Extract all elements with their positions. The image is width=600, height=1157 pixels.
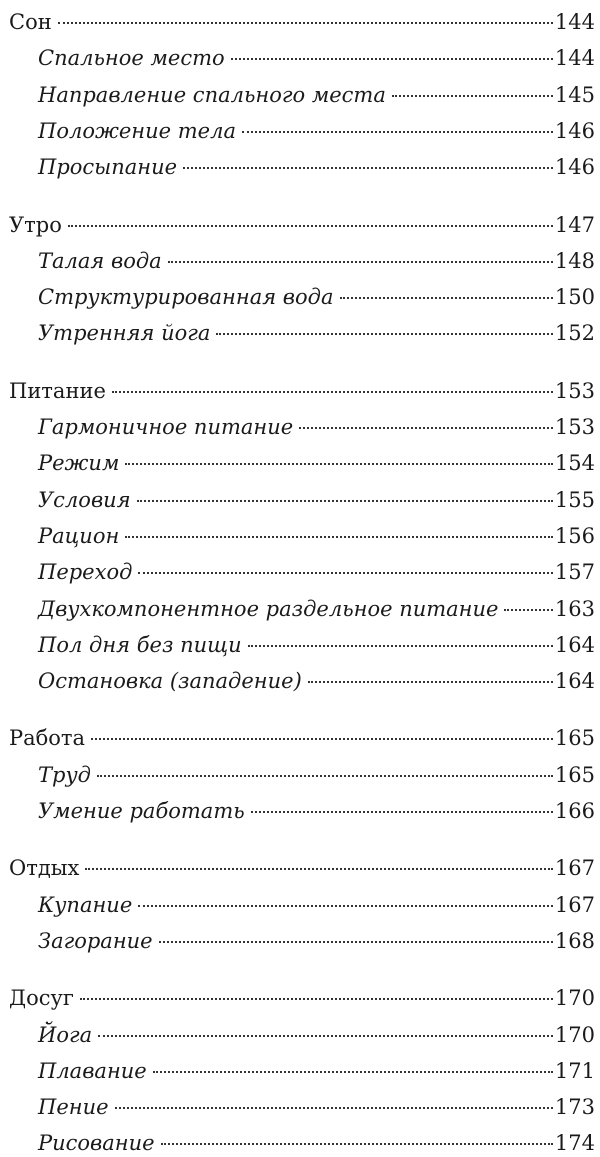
toc-subsection-row [38, 1129, 595, 1157]
subsection-title: Гармоничное питание [38, 415, 294, 439]
page-number: 165 [554, 726, 595, 751]
page-number: 170 [554, 986, 595, 1011]
table-of-contents [0, 8, 600, 1156]
subsection-title: Рисование [38, 1131, 155, 1156]
page-number: 167 [554, 856, 595, 881]
subsection-title: Талая вода [38, 248, 162, 273]
subsection-title: Труд [38, 762, 91, 787]
page-number: 148 [554, 248, 595, 273]
dot-leader [125, 463, 553, 465]
toc-subsection-row [38, 1057, 595, 1085]
page-number: 144 [554, 10, 595, 34]
section-title: Работа [9, 726, 86, 751]
dot-leader [80, 998, 553, 1000]
dot-leader [248, 645, 553, 647]
page-number: 165 [554, 762, 595, 787]
toc-subsection-row [38, 319, 595, 347]
dot-leader [137, 500, 553, 502]
dot-leader [138, 572, 552, 574]
page-number: 156 [554, 523, 595, 548]
toc-subsection-row [38, 413, 595, 441]
page-number: 167 [554, 892, 595, 917]
page-number: 147 [554, 212, 595, 237]
subsection-title: Спальное место [38, 46, 225, 71]
toc-subsection-row [38, 44, 595, 72]
dot-leader [299, 427, 553, 429]
subsection-title: Утренняя йога [38, 321, 211, 346]
toc-subsection-row [38, 761, 595, 789]
page-number: 153 [554, 415, 595, 439]
subsection-title: Пение [38, 1095, 109, 1120]
dot-leader [125, 536, 553, 538]
page-number: 164 [554, 669, 595, 694]
dot-leader [168, 261, 553, 263]
dot-leader [91, 738, 553, 740]
section-title: Сон [9, 10, 52, 34]
subsection-title: Двухкомпонентное раздельное питание [38, 596, 499, 621]
toc-subsection-row [38, 283, 595, 311]
subsection-title: Пол дня без пищи [38, 632, 242, 657]
toc-section-row [9, 724, 595, 752]
subsection-title: Купание [38, 892, 133, 917]
dot-leader [231, 58, 553, 60]
subsection-title: Загорание [38, 928, 153, 953]
page-number: 150 [554, 285, 595, 310]
page-number: 171 [554, 1058, 595, 1083]
toc-subsection-row [38, 247, 595, 275]
dot-leader [392, 95, 553, 97]
toc-subsection-row [38, 927, 595, 955]
toc-section-row [9, 211, 595, 239]
page-number: 144 [554, 46, 595, 71]
page-number: 163 [554, 596, 595, 621]
toc-subsection-row [38, 486, 595, 514]
dot-leader [161, 1143, 553, 1145]
dot-leader [68, 225, 553, 227]
page-number: 173 [554, 1095, 595, 1120]
section-title: Утро [9, 212, 62, 237]
subsection-title: Йога [38, 1022, 93, 1047]
page-number: 146 [554, 118, 595, 143]
page-number: 153 [554, 378, 595, 403]
page-number: 157 [554, 560, 595, 585]
toc-subsection-row [38, 631, 595, 659]
toc-subsection-row [38, 1021, 595, 1049]
toc-section-row [9, 984, 595, 1012]
toc-subsection-row [38, 522, 595, 550]
dot-leader [97, 775, 553, 777]
subsection-title: Переход [38, 560, 133, 585]
page-number: 145 [554, 82, 595, 107]
page-number: 164 [554, 632, 595, 657]
toc-section-row [9, 377, 595, 405]
dot-leader [308, 681, 553, 683]
toc-section-row [9, 8, 595, 36]
subsection-title: Положение тела [38, 118, 236, 143]
toc-subsection-row [38, 1093, 595, 1121]
dot-leader [153, 1071, 553, 1073]
dot-leader [251, 811, 553, 813]
toc-subsection-row [38, 891, 595, 919]
subsection-title: Структурированная вода [38, 285, 334, 310]
subsection-title: Умение работать [38, 799, 245, 823]
toc-subsection-row [38, 558, 595, 586]
page-number: 174 [554, 1131, 595, 1156]
dot-leader [85, 868, 553, 870]
dot-leader [115, 1107, 553, 1109]
subsection-title: Просыпание [38, 155, 178, 180]
subsection-title: Условия [38, 487, 131, 512]
subsection-title: Рацион [38, 523, 120, 548]
toc-subsection-row [38, 117, 595, 145]
subsection-title: Плавание [38, 1058, 147, 1083]
dot-leader [112, 391, 553, 393]
section-title: Питание [9, 378, 106, 403]
page-number: 155 [554, 487, 595, 512]
subsection-title: Режим [38, 451, 120, 476]
toc-section-row [9, 854, 595, 882]
subsection-title: Остановка (западение) [38, 669, 302, 694]
toc-subsection-row [38, 595, 595, 623]
dot-leader [98, 1035, 553, 1037]
toc-subsection-row [38, 153, 595, 181]
page-number: 170 [554, 1022, 595, 1047]
toc-subsection-row [38, 81, 595, 109]
toc-subsection-row [38, 449, 595, 477]
page-number: 166 [554, 799, 595, 823]
subsection-title: Направление спального места [38, 82, 386, 107]
toc-subsection-row [38, 667, 595, 695]
dot-leader [58, 22, 553, 24]
dot-leader [159, 941, 553, 943]
page-number: 168 [554, 928, 595, 953]
toc-subsection-row [38, 797, 595, 825]
section-title: Досуг [9, 986, 74, 1011]
dot-leader [216, 333, 552, 335]
dot-leader [183, 167, 553, 169]
page-number: 146 [554, 155, 595, 180]
section-title: Отдых [9, 856, 80, 881]
dot-leader [504, 609, 552, 611]
dot-leader [340, 297, 553, 299]
page-number: 152 [554, 321, 595, 346]
dot-leader [138, 905, 553, 907]
dot-leader [242, 131, 553, 133]
page-number: 154 [554, 451, 595, 476]
